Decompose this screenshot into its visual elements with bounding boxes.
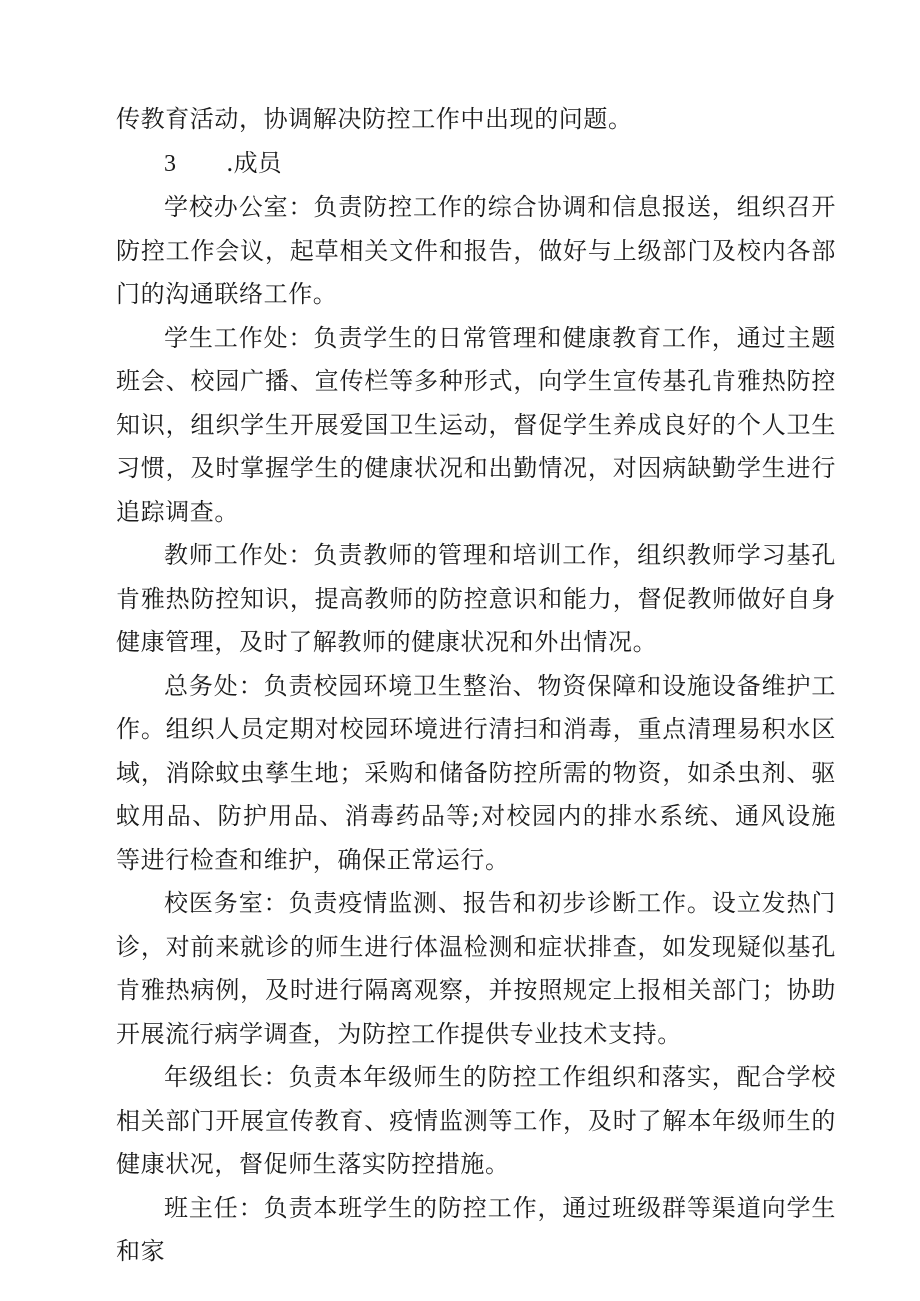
continuation-paragraph: 传教育活动，协调解决防控工作中出现的问题。 bbox=[116, 105, 633, 133]
document-page bbox=[116, 98, 836, 1274]
paragraph-teacher-affairs: 教师工作处：负责教师的管理和培训工作，组织教师学习基孔肯雅热防控知识，提高教师的防控意识和能力，督促教师做好自身健康管理，及时了解教师的健康状况和外出情况。 bbox=[116, 541, 836, 656]
paragraph-clinic: 校医务室：负责疫情监测、报告和初步诊断工作。设立发热门诊，对前来就诊的师生进行体温检测和症状排查，如发现疑似基孔肯雅热病例，及时进行隔离观察，并按照规定上报相关部门；协助开展流行病学调查，为防控工作提供专业技术支持。 bbox=[116, 889, 836, 1048]
section-number: 3 bbox=[164, 150, 176, 177]
section-heading bbox=[116, 142, 836, 187]
paragraph-class-teacher: 班主任：负责本班学生的防控工作，通过班级群等渠道向学生和家 bbox=[116, 1193, 836, 1265]
section-title: .成员 bbox=[226, 148, 282, 177]
paragraph-student-affairs: 学生工作处：负责学生的日常管理和健康教育工作，通过主题班会、校园广播、宣传栏等多种形式，向学生宣传基孔肯雅热防控知识，组织学生开展爱国卫生运动，督促学生养成良好的个人卫生习惯，及时掌握学生的健康状况和出勤情况，对因病缺勤学生进行追踪调查。 bbox=[116, 323, 836, 526]
paragraph-grade-leader: 年级组长：负责本年级师生的防控工作组织和落实，配合学校相关部门开展宣传教育、疫情监测等工作，及时了解本年级师生的健康状况，督促师生落实防控措施。 bbox=[116, 1063, 836, 1178]
paragraph-school-office: 学校办公室：负责防控工作的综合协调和信息报送，组织召开防控工作会议，起草相关文件和报告，做好与上级部门及校内各部门的沟通联络工作。 bbox=[116, 193, 836, 308]
paragraph-general-affairs: 总务处：负责校园环境卫生整治、物资保障和设施设备维护工作。组织人员定期对校园环境进行清扫和消毒，重点清理易积水区域，消除蚊虫孳生地；采购和储备防控所需的物资，如杀虫剂、驱蚊用品、防护用品、消毒药品等;对校园内的排水系统、通风设施等进行检查和维护，确保正常运行。 bbox=[116, 671, 836, 874]
